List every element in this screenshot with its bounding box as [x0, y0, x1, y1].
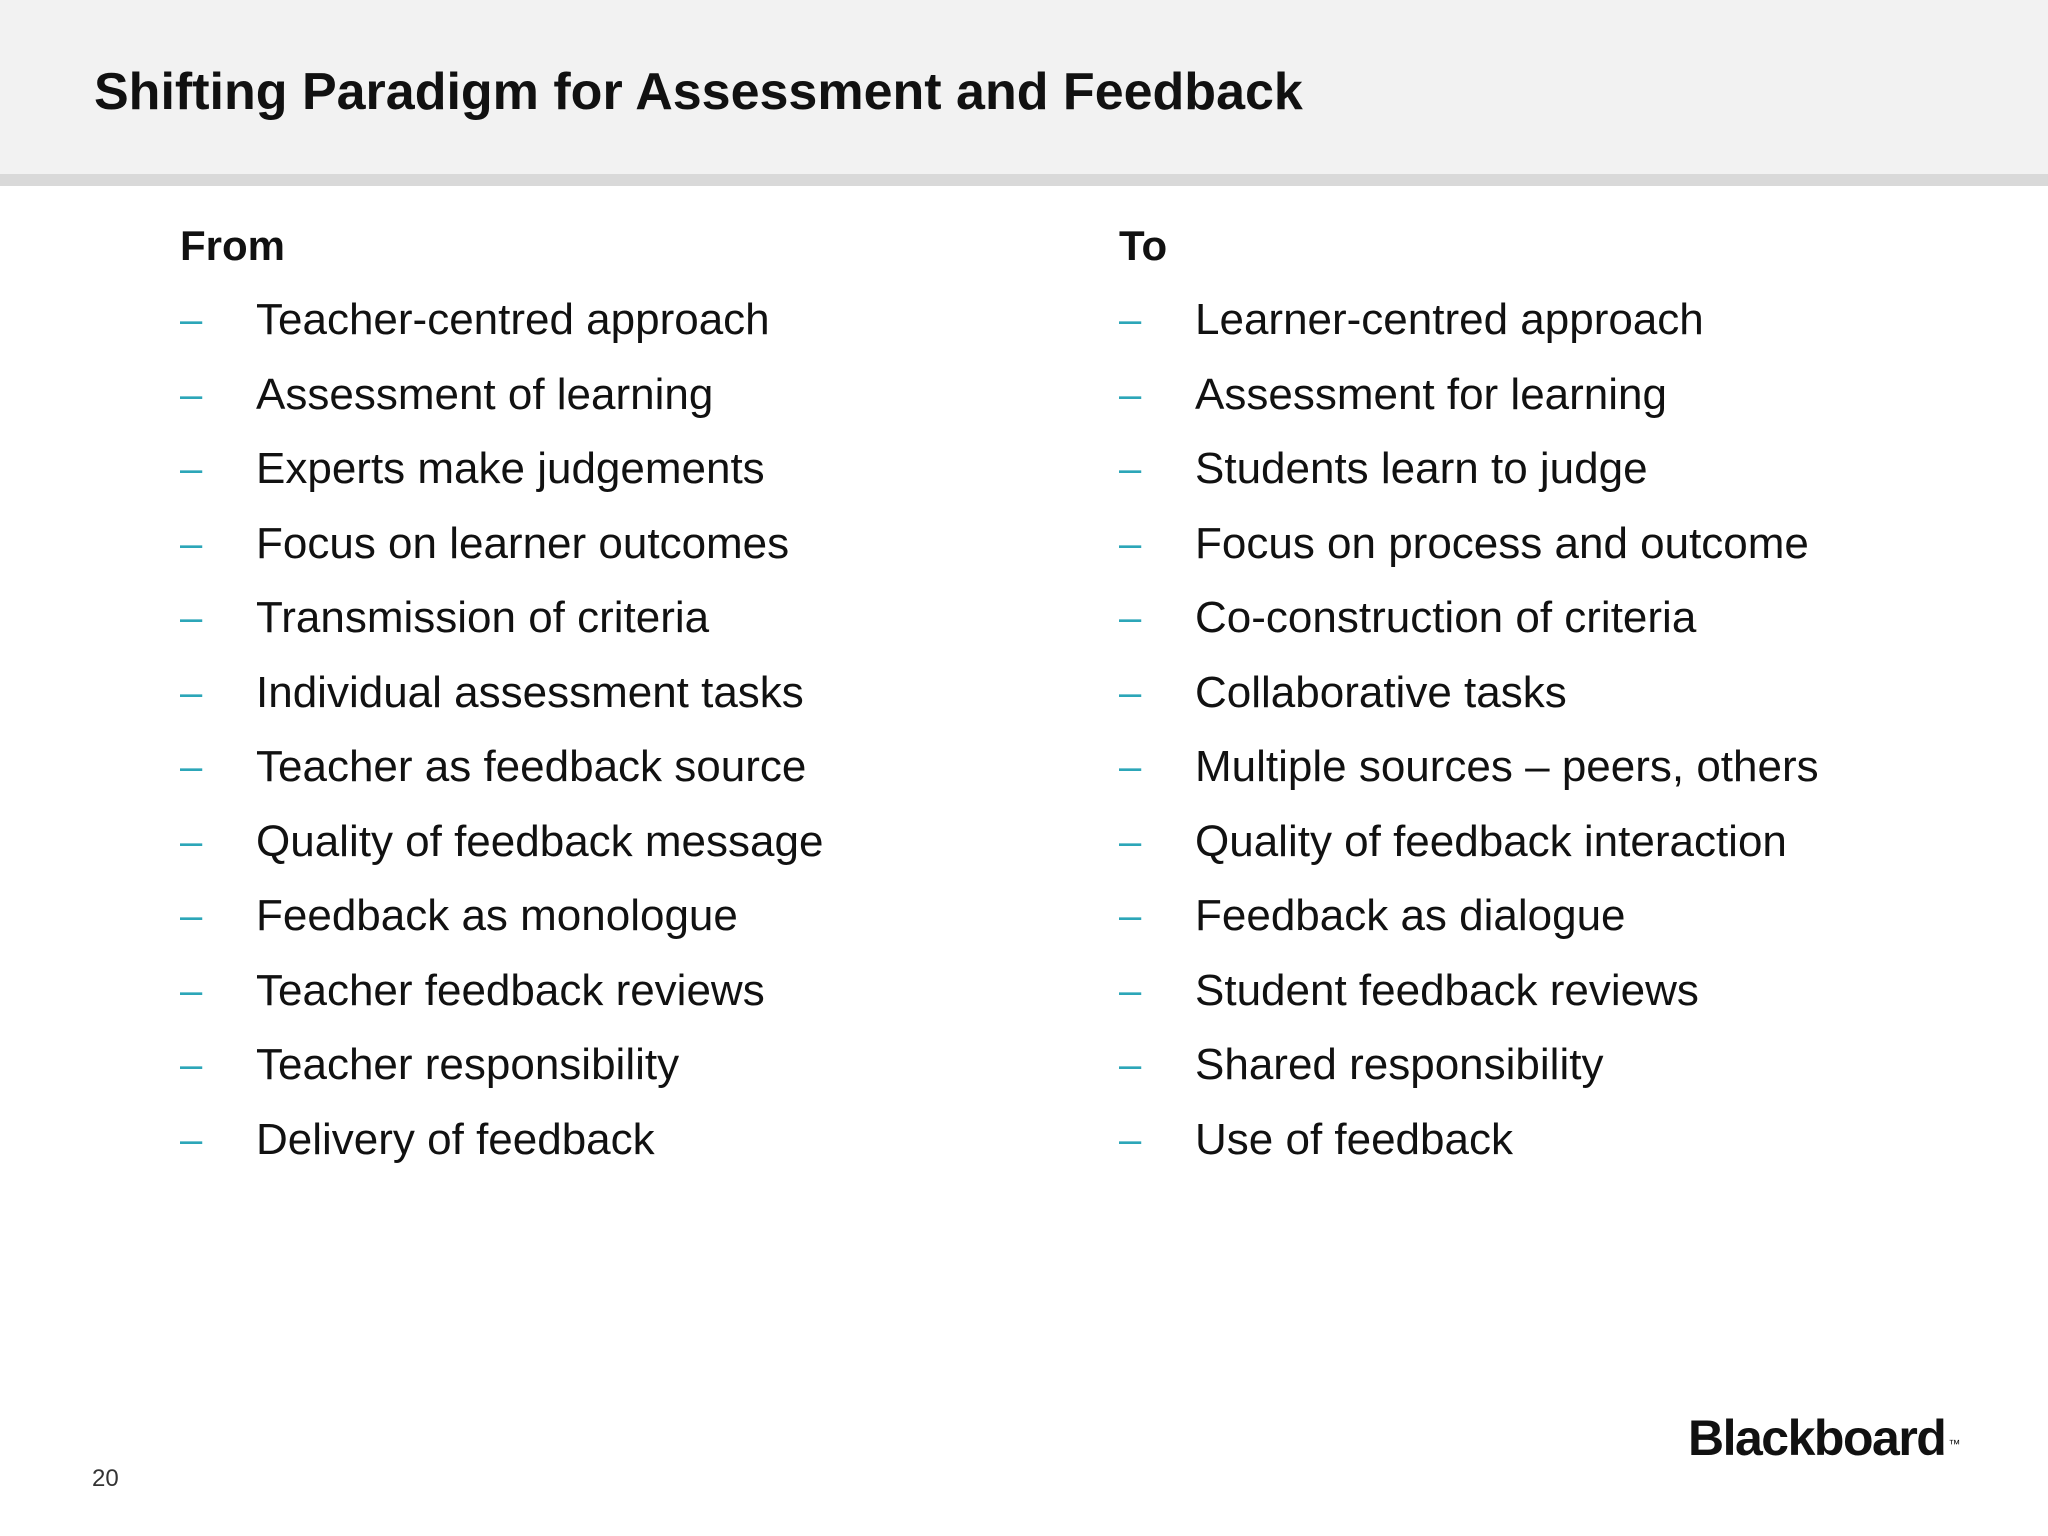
list-item-text: Feedback as monologue	[256, 891, 738, 940]
bullet-dash-icon: –	[180, 521, 203, 566]
list-item	[1119, 665, 1567, 740]
list-item-text: Co-construction of criteria	[1195, 593, 1697, 642]
list-item-text: Collaborative tasks	[1195, 667, 1567, 717]
bullet-dash-icon: –	[180, 1117, 203, 1162]
bullet-dash-icon: –	[180, 968, 203, 1013]
bullet-dash-icon: –	[180, 596, 203, 640]
list-item-text: Students learn to judge	[1195, 444, 1648, 493]
bullet-dash-icon: –	[1119, 447, 1142, 491]
list-item	[1119, 590, 1697, 665]
slide-title: Shifting Paradigm for Assessment and Feedback	[94, 63, 1303, 121]
list-item-text: Teacher-centred approach	[256, 295, 770, 344]
list-item-text: Focus on learner outcomes	[256, 518, 790, 568]
list-item	[180, 590, 710, 665]
logo-text: Blackboard	[1688, 1410, 1946, 1466]
list-item	[1119, 739, 1819, 814]
bullet-dash-icon: –	[1119, 1117, 1142, 1162]
bullet-dash-icon: –	[1119, 894, 1142, 938]
list-item	[1119, 1112, 1513, 1187]
bullet-dash-icon: –	[180, 819, 203, 864]
bullet-dash-icon: –	[1119, 596, 1142, 640]
bullet-dash-icon: –	[1119, 372, 1142, 417]
list-item-text: Focus on process and outcome	[1195, 518, 1809, 568]
bullet-dash-icon: –	[180, 447, 203, 491]
page-number: 20	[92, 1465, 119, 1492]
list-item	[180, 963, 765, 1038]
list-item-text: Assessment for learning	[1195, 369, 1667, 419]
bullet-dash-icon: –	[180, 745, 203, 789]
list-item-text: Quality of feedback interaction	[1195, 816, 1787, 866]
list-item	[180, 367, 714, 442]
list-item-text: Assessment of learning	[256, 369, 714, 419]
list-item-text: Experts make judgements	[256, 444, 765, 493]
blackboard-logo	[1688, 1408, 1961, 1468]
list-item	[180, 441, 765, 516]
list-item	[1119, 441, 1648, 516]
list-item-text: Delivery of feedback	[256, 1114, 655, 1164]
list-item	[1119, 814, 1787, 889]
list-item	[180, 292, 770, 367]
list-item	[180, 814, 824, 889]
header-divider	[0, 174, 2048, 186]
list-item-text: Learner-centred approach	[1195, 295, 1704, 344]
list-item-text: Student feedback reviews	[1195, 965, 1699, 1015]
bullet-dash-icon: –	[180, 298, 203, 342]
list-item	[180, 1112, 655, 1187]
list-item	[180, 516, 790, 591]
trademark-icon: ™	[1948, 1437, 1961, 1451]
from-heading: From	[180, 222, 285, 269]
list-item	[180, 1037, 680, 1112]
list-item-text: Quality of feedback message	[256, 816, 824, 866]
list-item-text: Teacher responsibility	[256, 1040, 680, 1089]
list-item	[1119, 516, 1809, 591]
bullet-dash-icon: –	[1119, 298, 1142, 342]
list-item-text: Teacher as feedback source	[256, 742, 807, 791]
bullet-dash-icon: –	[1119, 745, 1142, 789]
bullet-dash-icon: –	[180, 894, 203, 938]
bullet-dash-icon: –	[180, 1043, 203, 1087]
bullet-dash-icon: –	[1119, 521, 1142, 566]
bullet-dash-icon: –	[180, 372, 203, 417]
bullet-dash-icon: –	[1119, 968, 1142, 1013]
list-item-text: Use of feedback	[1195, 1114, 1513, 1164]
list-item-text: Multiple sources – peers, others	[1195, 742, 1819, 791]
list-item-text: Transmission of criteria	[256, 593, 710, 642]
list-item	[1119, 1037, 1604, 1112]
list-item-text: Individual assessment tasks	[256, 667, 804, 717]
list-item-text: Teacher feedback reviews	[256, 965, 765, 1015]
list-item-text: Shared responsibility	[1195, 1040, 1604, 1089]
list-item	[180, 739, 807, 814]
to-heading: To	[1119, 222, 1168, 269]
bullet-dash-icon: –	[180, 670, 203, 715]
list-item	[1119, 292, 1704, 367]
bullet-dash-icon: –	[1119, 670, 1142, 715]
list-item	[180, 665, 804, 740]
to-list	[1119, 292, 1819, 1186]
list-item	[1119, 888, 1626, 963]
list-item-text: Feedback as dialogue	[1195, 891, 1626, 940]
list-item	[180, 888, 738, 963]
list-item	[1119, 367, 1667, 442]
bullet-dash-icon: –	[1119, 1043, 1142, 1087]
bullet-dash-icon: –	[1119, 819, 1142, 864]
list-item	[1119, 963, 1699, 1038]
to-column	[1119, 218, 1819, 1186]
from-list	[180, 292, 824, 1186]
from-column	[180, 218, 824, 1186]
